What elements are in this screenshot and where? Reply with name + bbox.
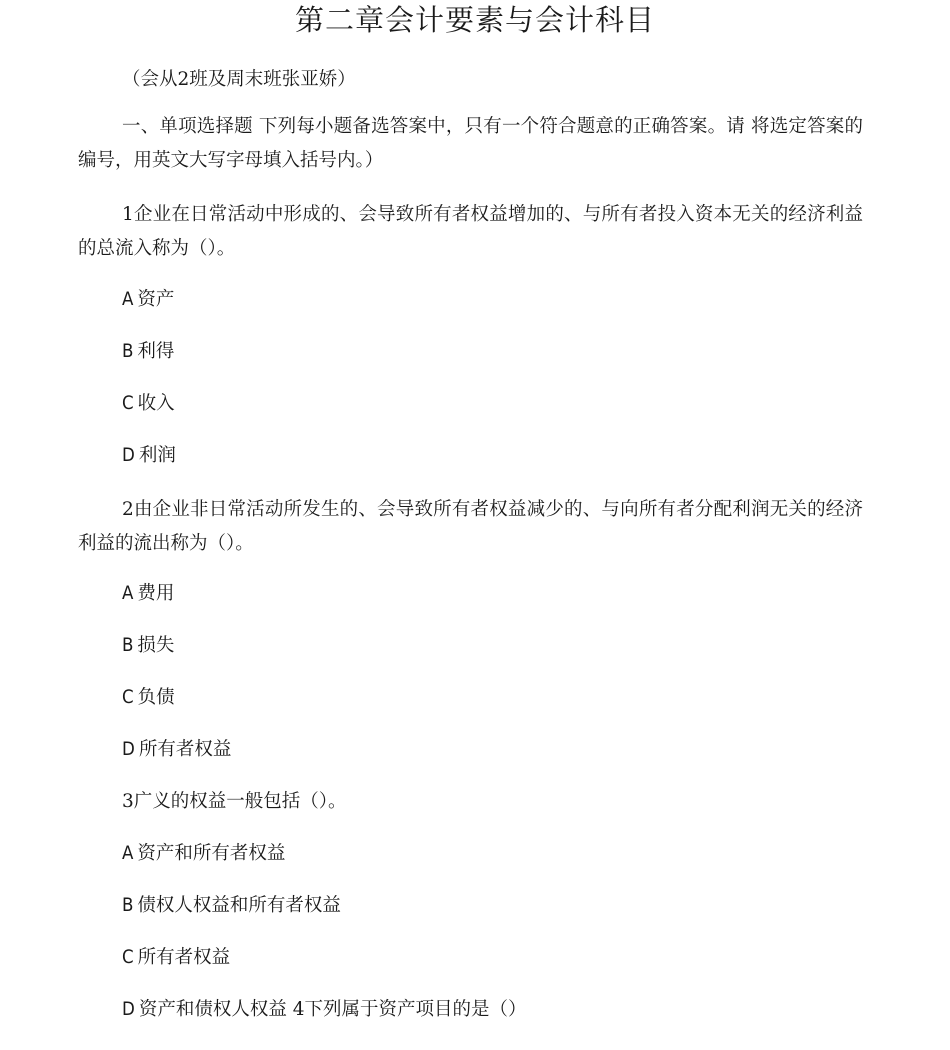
option-b <box>122 340 174 364</box>
option-letter: A <box>122 583 134 604</box>
option-letter: B <box>122 635 134 656</box>
option-letter: D <box>122 445 135 466</box>
option-letter: D <box>122 739 135 760</box>
option-text: 收入 <box>137 393 175 414</box>
option-letter: C <box>122 393 134 414</box>
option-c <box>122 946 230 970</box>
option-text: 负债 <box>137 687 175 708</box>
option-letter: A <box>122 289 134 310</box>
question-stem: 1企业在日常活动中形成的、会导致所有者权益增加的、与所有者投入资本无关的经济利益的总流入称为（）。 <box>78 204 863 259</box>
option-d <box>122 738 231 762</box>
option-a <box>122 288 174 312</box>
option-d <box>122 444 176 468</box>
option-text: 资产 <box>137 289 175 310</box>
option-a <box>122 582 174 606</box>
option-text: 利得 <box>137 341 175 362</box>
option-c <box>122 392 175 416</box>
option-letter: C <box>122 687 134 708</box>
option-text: 利润 <box>138 445 176 466</box>
option-text: 所有者权益 <box>138 739 232 760</box>
option-letter: B <box>122 895 134 916</box>
option-text: 资产和债权人权益 4下列属于资产项目的是（） <box>138 999 527 1020</box>
option-letter: A <box>122 843 134 864</box>
document-title: 第二章会计要素与会计科目 <box>294 3 655 37</box>
option-letter: C <box>122 947 134 968</box>
option-c <box>122 686 175 710</box>
option-letter: D <box>122 999 135 1020</box>
question-stem: 2由企业非日常活动所发生的、会导致所有者权益减少的、与向所有者分配利润无关的经济利益的流出称为（）。 <box>78 499 863 554</box>
option-b <box>122 894 341 918</box>
instructions-paragraph: 一、单项选择题 下列每小题备选答案中，只有一个符合题意的正确答案。请 将选定答案的编号，用英文大写字母填入括号内。） <box>78 116 863 171</box>
option-letter: B <box>122 341 134 362</box>
option-text: 费用 <box>137 583 175 604</box>
author-note: （会从2班及周末班张亚娇） <box>122 69 356 90</box>
option-text: 损失 <box>137 635 175 656</box>
option-text: 资产和所有者权益 <box>137 843 286 864</box>
option-b <box>122 634 174 658</box>
option-d <box>122 998 526 1022</box>
question-stem: 3广义的权益一般包括（）。 <box>122 791 347 812</box>
option-text: 所有者权益 <box>137 947 231 968</box>
option-text: 债权人权益和所有者权益 <box>137 895 341 916</box>
option-a <box>122 842 285 866</box>
